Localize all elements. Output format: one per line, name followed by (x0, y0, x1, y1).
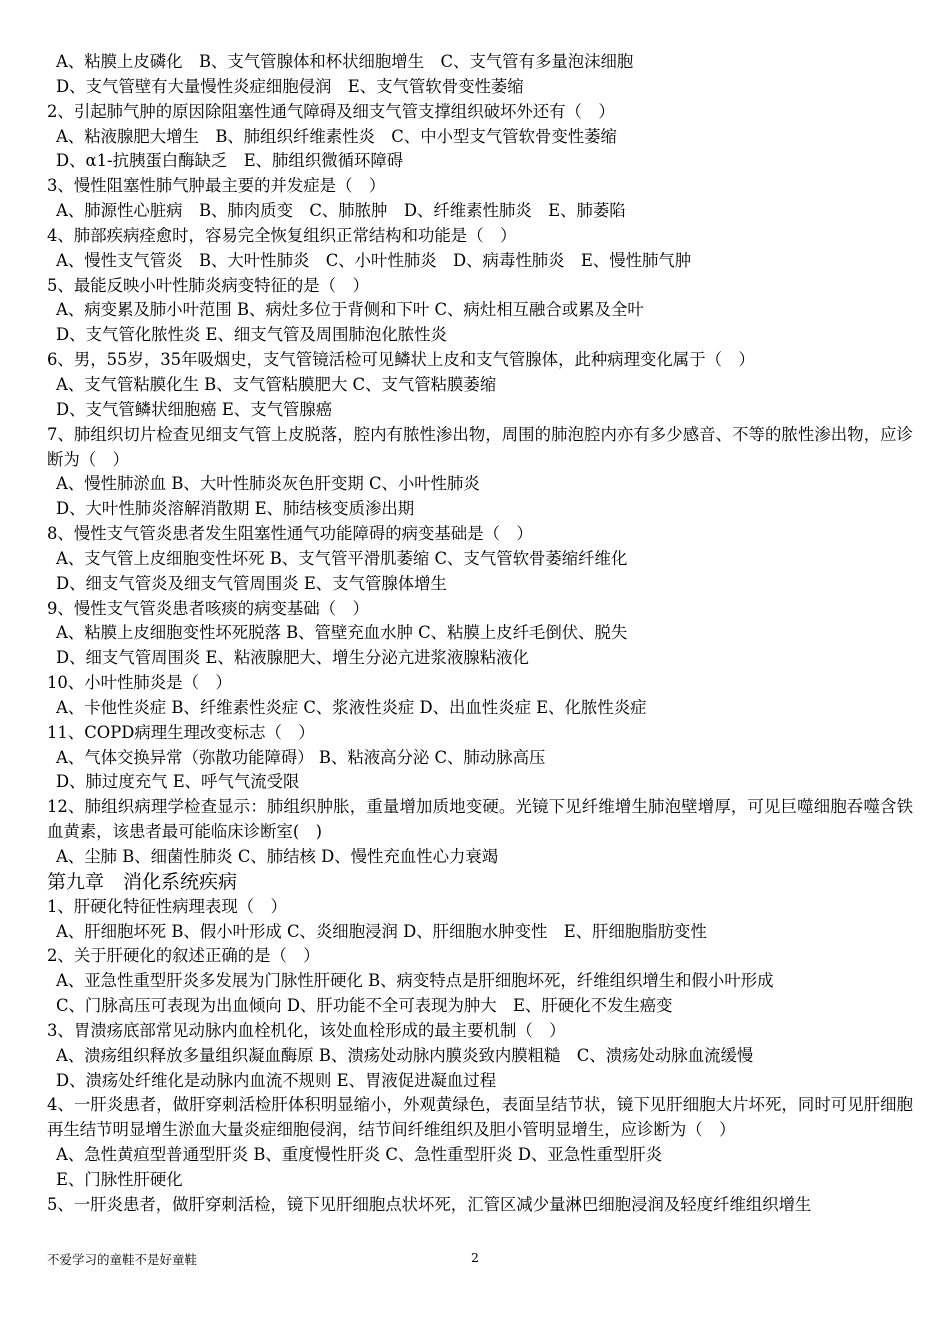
option-line: D、α1-抗胰蛋白酶缺乏 E、肺组织微循环障碍 (56, 151, 404, 171)
option-line: D、溃疡处纤维化是动脉内血流不规则 E、胃液促进凝血过程 (56, 1070, 497, 1090)
option-line: A、卡他性炎症 B、纤维素性炎症 C、浆液性炎症 D、出血性炎症 E、化脓性炎症 (56, 697, 647, 717)
question-line: 8、慢性支气管炎患者发生阻塞性通气功能障碍的病变基础是（ ） (47, 524, 533, 544)
option-line: A、急性黄疸型普通型肝炎 B、重度慢性肝炎 C、急性重型肝炎 D、亚急性重型肝炎 (56, 1145, 663, 1165)
question-line: 1、肝硬化特征性病理表现（ ） (47, 896, 287, 916)
option-line: A、肝细胞坏死 B、假小叶形成 C、炎细胞浸润 D、肝细胞水肿变性 E、肝细胞脂肪变性 (56, 921, 707, 941)
option-line: A、支气管粘膜化生 B、支气管粘膜肥大 C、支气管粘膜萎缩 (56, 374, 497, 394)
question-line: 11、COPD病理生理改变标志（ ） (47, 722, 315, 742)
chapter-heading: 第九章 消化系统疾病 (47, 870, 238, 893)
option-line: A、肺源性心脏病 B、肺肉质变 C、肺脓肿 D、纤维素性肺炎 E、肺萎陷 (56, 201, 626, 221)
option-line: A、支气管上皮细胞变性坏死 B、支气管平滑肌萎缩 C、支气管软骨萎缩纤维化 (56, 548, 628, 568)
option-line: A、慢性肺淤血 B、大叶性肺炎灰色肝变期 C、小叶性肺炎 (56, 474, 480, 494)
option-line: D、支气管鳞状细胞癌 E、支气管腺癌 (56, 399, 333, 419)
option-line: D、细支气管周围炎 E、粘液腺肥大、增生分泌亢进浆液腺粘液化 (56, 648, 529, 668)
question-line: 4、肺部疾病痊愈时，容易完全恢复组织正常结构和功能是（ ） (47, 225, 517, 245)
option-line: A、溃疡组织释放多量组织凝血酶原 B、溃疡处动脉内膜炎致内膜粗糙 C、溃疡处动脉血流缓慢 (56, 1045, 754, 1065)
option-line: D、支气管化脓性炎 E、细支气管及周围肺泡化脓性炎 (56, 325, 447, 345)
question-line: 7、肺组织切片检查见细支气管上皮脱落，腔内有脓性渗出物，周围的肺泡腔内亦有多少感音、不等的脓性渗出物，应诊断为（ ） (47, 424, 913, 469)
page-number: 2 (471, 1250, 479, 1265)
option-line: A、粘膜上皮细胞变性坏死脱落 B、管壁充血水肿 C、粘膜上皮纤毛倒伏、脱失 (56, 623, 628, 643)
question-line: 5、最能反映小叶性肺炎病变特征的是（ ） (47, 275, 369, 295)
option-line: D、支气管壁有大量慢性炎症细胞侵润 E、支气管软骨变性萎缩 (56, 76, 524, 96)
option-line: E、门脉性肝硬化 (56, 1169, 183, 1189)
option-line: A、气体交换异常（弥散功能障碍） B、粘液高分泌 C、肺动脉高压 (56, 747, 546, 767)
question-line: 3、慢性阻塞性肺气肿最主要的并发症是（ ） (47, 176, 386, 196)
option-line: A、粘液腺肥大增生 B、肺组织纤维素性炎 C、中小型支气管软骨变性萎缩 (56, 126, 617, 146)
option-line: C、门脉高压可表现为出血倾向 D、肝功能不全可表现为肿大 E、肝硬化不发生癌变 (56, 996, 673, 1016)
question-line: 3、胃溃疡底部常见动脉内血栓机化，该处血栓形成的最主要机制（ ） (47, 1020, 566, 1040)
question-line: 2、关于肝硬化的叙述正确的是（ ） (47, 946, 320, 966)
option-line: D、大叶性肺炎溶解消散期 E、肺结核变质渗出期 (56, 499, 415, 519)
option-line: A、粘膜上皮磷化 B、支气管腺体和杯状细胞增生 C、支气管有多量泡沫细胞 (56, 52, 634, 71)
option-line: A、尘肺 B、细菌性肺炎 C、肺结核 D、慢性充血性心力衰竭 (56, 847, 499, 866)
document-body (47, 50, 913, 1218)
option-line: A、亚急性重型肝炎多发展为门脉性肝硬化 B、病变特点是肝细胞坏死，纤维组织增生和假小叶形成 (56, 971, 774, 991)
option-line: A、慢性支气管炎 B、大叶性肺炎 C、小叶性肺炎 D、病毒性肺炎 E、慢性肺气肿 (56, 250, 692, 270)
question-line: 9、慢性支气管炎患者咳痰的病变基础（ ） (47, 598, 369, 618)
question-line: 10、小叶性肺炎是（ ） (47, 673, 232, 693)
footer-text: 不爱学习的童鞋不是好童鞋 (47, 1252, 198, 1267)
question-line: 5、一肝炎患者，做肝穿刺活检，镜下见肝细胞点状坏死，汇管区减少量淋巴细胞浸润及轻度纤维组织增生 (47, 1194, 812, 1214)
question-line: 4、一肝炎患者，做肝穿刺活检肝体积明显缩小，外观黄绿色，表面呈结节状，镜下见肝细胞大片坏死，同时可见肝细胞再生结节明显增生淤血大量炎症细胞侵润，结节间纤维组织及胆小管明显增生，应诊断为（ ） (47, 1095, 913, 1140)
question-line: 2、引起肺气肿的原因除阻塞性通气障碍及细支气管支撑组织破坏外还有（ ） (47, 101, 615, 121)
option-line: A、病变累及肺小叶范围 B、病灶多位于背侧和下叶 C、病灶相互融合或累及全叶 (56, 300, 644, 320)
option-line: D、细支气管炎及细支气管周围炎 E、支气管腺体增生 (56, 573, 447, 593)
option-line: D、肺过度充气 E、呼气气流受限 (56, 772, 300, 792)
question-line: 6、男，55岁，35年吸烟史，支气管镜活检可见鳞状上皮和支气管腺体，此种病理变化属于（ ） (47, 350, 755, 370)
question-line: 12、肺组织病理学检查显示：肺组织肿胀，重量增加质地变硬。光镜下见纤维增生肺泡壁增厚，可见巨噬细胞吞噬含铁血黄素，该患者最可能临床诊断室( ) (47, 797, 913, 842)
